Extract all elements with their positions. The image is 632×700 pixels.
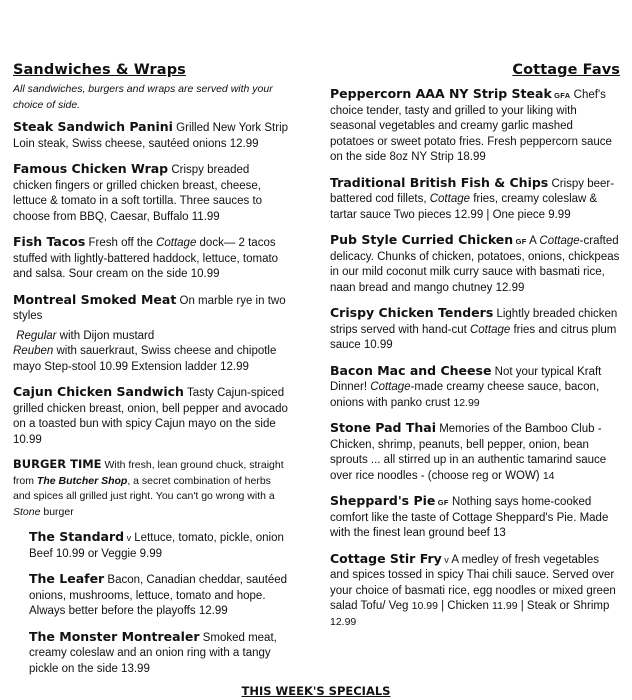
sandwiches-heading: Sandwiches & Wraps [13, 62, 186, 78]
item-desc-italic: Cottage [156, 237, 197, 249]
menu-item-cajun-chicken [13, 384, 291, 448]
menu-item-sheppards-pie [330, 493, 620, 542]
item-desc: Chef's choice tender, tasty and grilled to your liking with seasonal vegetables and creamy garlic mashed potatoes or sweet potato fries. Fresh peppercorn sauce on the side 8oz NY Strip 18.99 [330, 89, 612, 163]
item-desc: Lightly breaded chicken strips served with hand-cut [330, 308, 618, 336]
item-name: Cajun Chicken Sandwich [13, 384, 184, 399]
item-desc-italic: The Butcher Shop [36, 474, 128, 487]
variant-reuben [13, 344, 291, 375]
item-name: Peppercorn AAA NY Strip Steak [330, 86, 552, 101]
menu-item-peppercorn-steak [330, 86, 620, 166]
variant-label: Regular [16, 329, 57, 342]
variant-desc: with Dijon mustard [56, 329, 155, 342]
menu-item-monster-montrealer [29, 629, 291, 678]
item-price: 12.99 [453, 396, 480, 409]
menu-item-the-standard [29, 529, 291, 562]
item-desc: Grilled New York Strip Loin steak, Swiss cheese, sautéed onions 12.99 [13, 122, 289, 150]
item-desc: burger [40, 505, 74, 518]
variant-desc: with sauerkraut, Swiss cheese and chipotle mayo Step-stool 10.99 Extension ladder 12.99 [13, 345, 277, 373]
item-desc: Not your typical Kraft Dinner! [330, 365, 602, 393]
menu-item-the-leafer [29, 571, 291, 620]
item-desc: On marble rye in two styles [13, 294, 286, 322]
menu-item-chicken-tenders [330, 305, 620, 354]
item-desc: Tasty Cajun-spiced grilled chicken breast, onion, bell pepper and avocado on a toasted bun with spicy Cajun mayo on the side 10.99 [13, 387, 288, 446]
vegetarian-tag: v [441, 554, 449, 565]
item-desc: | Steak or Shrimp [517, 600, 610, 612]
variant-label: Reuben [13, 345, 54, 357]
item-desc: Crispy breaded chicken fingers or grilled chicken breast, cheese, lettuce & tomato in a soft tortilla. Three sauces to choose from BBQ, Caesar, Buffalo 11.99 [13, 164, 263, 223]
gf-tag: GF [513, 237, 527, 246]
item-desc-italic: Cottage [429, 193, 471, 205]
item-name: Bacon Mac and Cheese [330, 362, 492, 378]
item-name: The Monster Montrealer [29, 628, 200, 644]
item-name: Pub Style Curried Chicken [330, 232, 514, 247]
item-desc-italic: Cottage [469, 323, 511, 336]
variant-regular [13, 329, 291, 345]
item-price: 14 [542, 469, 555, 482]
item-desc: -crafted delicacy. Chunks of chicken, potatoes, onions, chickpeas in our mild coconut milk curry sauce with basmati rice, naan bread and mango chutney 12.99 [330, 235, 620, 294]
item-name: Sheppard's Pie [330, 493, 436, 508]
item-desc: Smoked meat, creamy coleslaw and an onion ring with a tangy pickle on the side 13.99 [29, 631, 277, 675]
menu-item-montreal-smoked-meat [13, 292, 291, 376]
item-desc: With fresh, lean ground chuck, straight from [13, 459, 284, 487]
item-price: 10.99 [411, 600, 438, 612]
item-name: Fish Tacos [13, 234, 86, 249]
item-desc: fries and citrus plum sauce 10.99 [330, 323, 617, 351]
item-desc: Nothing says home-cooked comfort like the taste of Cottage Sheppard's Pie. Made with the finest lean ground beef 13 [330, 496, 609, 539]
menu-item-fish-and-chips [330, 175, 620, 224]
item-desc: Bacon, Canadian cheddar, sautéed onions, mushrooms, lettuce, tomato and hope. Always better before the playoffs 12.99 [29, 574, 288, 617]
item-desc-italic: Cottage [539, 235, 580, 247]
menu-item-curried-chicken [330, 232, 620, 296]
vegetarian-tag: v [124, 533, 132, 543]
cottage-favs-heading: Cottage Favs [512, 62, 620, 78]
item-desc: dock— 2 tacos stuffed with lightly-battered haddock, lettuce, tomato and salsa. Sour cream on the side 10.99 [13, 237, 279, 280]
item-desc-italic: Stone [13, 505, 41, 518]
sandwiches-column [13, 62, 291, 686]
menu-item-stir-fry [330, 551, 620, 631]
item-desc: -made creamy cheese sauce, bacon, onions with panko crust [330, 381, 600, 409]
item-name: Crispy Chicken Tenders [330, 305, 494, 320]
menu-item-burger-time [13, 457, 291, 520]
menu-item-pad-thai [330, 420, 620, 484]
item-name: The Leafer [29, 571, 105, 586]
cottage-favs-column [330, 62, 620, 639]
menu-item-steak-sandwich [13, 119, 291, 152]
menu-item-fish-tacos [13, 234, 291, 283]
gfa-tag: GFA [551, 91, 571, 100]
item-desc: Crispy beer-battered cod fillets, [330, 177, 615, 205]
item-name: Stone Pad Thai [330, 420, 436, 435]
item-name: BURGER TIME [13, 457, 102, 471]
item-price: 12.99 [330, 615, 357, 628]
item-name: The Standard [29, 529, 125, 544]
item-desc: A medley of fresh vegetables and spices tossed in spicy Thai chili sauce. Served over your choice of basmati rice, egg noodles or mixed green salad Tofu/ Veg [330, 553, 616, 612]
item-name: Famous Chicken Wrap [13, 161, 169, 176]
item-desc: A [526, 235, 540, 247]
item-desc: | Chicken [437, 600, 493, 612]
item-name: Traditional British Fish & Chips [330, 174, 549, 190]
menu-item-bacon-mac-cheese [330, 363, 620, 412]
gf-tag: GF [435, 498, 449, 507]
item-price: 11.99 [492, 600, 518, 612]
item-name: Steak Sandwich Panini [13, 119, 173, 134]
item-desc-italic: Cottage [370, 381, 411, 393]
item-desc: Fresh off the [85, 237, 157, 249]
item-desc: Memories of the Bamboo Club - Chicken, shrimp, peanuts, bell pepper, onion, bean sprouts ... all stirred up in an authentic tamarind sauce over rice noodles - (choose reg or WOW) [330, 423, 607, 482]
item-desc: , a secret combination of herbs and spices all grilled just right. You can't go wrong with a [13, 474, 275, 502]
sandwiches-intro: All sandwiches, burgers and wraps are served with your choice of side. [13, 83, 273, 111]
item-name: Montreal Smoked Meat [13, 291, 177, 307]
specials-heading: THIS WEEK'S SPECIALS [241, 684, 391, 698]
menu-item-chicken-wrap [13, 161, 291, 225]
item-name: Cottage Stir Fry [330, 550, 442, 566]
item-desc: fries, creamy coleslaw & tartar sauce Two pieces 12.99 | One piece 9.99 [330, 193, 598, 221]
item-desc: Lettuce, tomato, pickle, onion Beef 10.99 or Veggie 9.99 [29, 532, 284, 560]
